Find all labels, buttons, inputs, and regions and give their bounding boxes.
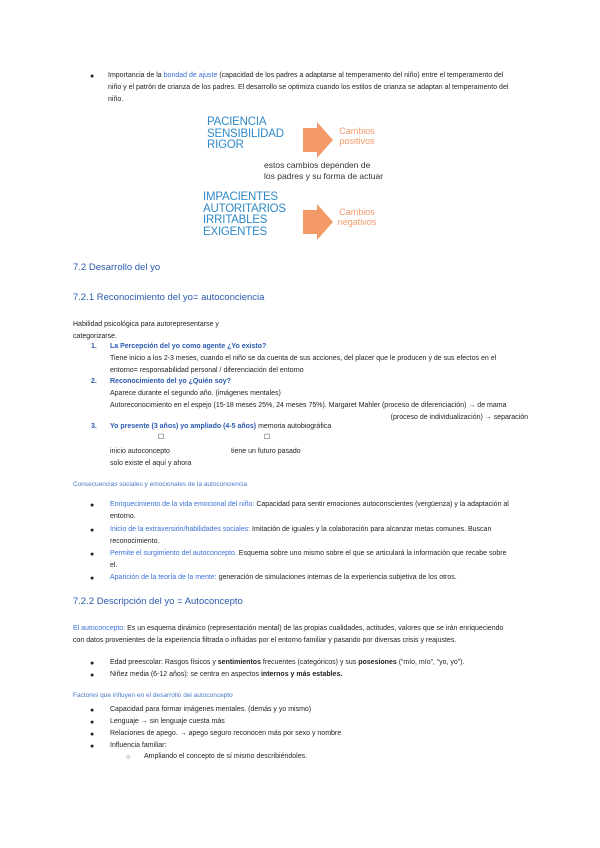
autoconcepto-definition: El autoconcepto: Es un esquema dinámico (representación mental) de las propias cualidades, actitudes, valores que se irán enriqueciendo con datos provenientes de la experiencia filtrada o influidas por el entorno familiar y pasando por diversas crisis y reajustes.	[73, 625, 504, 644]
intro-paragraph: Importancia de la bondad de ajuste (capacidad de los padres a adaptarse al temperamento del niño) entre el temperamento del niño y el patrón de crianza de los padres. El desarrollo se optimiza cuando los estilos de crianza se adaptan al temperamento del niño.	[108, 72, 509, 103]
list-item: Reconocimiento del yo ¿Quién soy? Aparece durante el segundo año. (imágenes mentales) Autoreconocimiento en el espejo (15-18 meses 25%, 24 meses 75%). Margaret Mahler (proceso de diferenciación) → de mama (proceso de individualización) → separación	[110, 378, 528, 421]
consecuencias-heading: Consecuencias sociales y emocionales de la autoconciencia	[73, 481, 248, 488]
bullet-dot: ●	[90, 719, 95, 726]
bullet-dot: ●	[90, 672, 95, 679]
list-item: Capacidad para formar imágenes mentales. (demás y yo mismo)	[110, 706, 312, 713]
figure-top-labels: PACIENCIA SENSIBILIDAD RIGOR	[207, 116, 284, 151]
item-title: Yo presente (3 años) yo ampliado (4-5 años)	[110, 423, 257, 430]
list-item: Niñez media (6-12 años): se centra en aspectos internos y más estables.	[110, 671, 343, 678]
list-item: Influencia familiar:	[110, 742, 167, 749]
figure-bottom-labels: IMPACIENTES AUTORITARIOS IRRITABLES EXIGENTES	[203, 191, 286, 238]
bondad-de-ajuste-term: bondad de ajuste	[163, 72, 218, 79]
list-item: Edad preescolar: Rasgos físicos y sentimientos frecuentes (categóricos) y sus posesiones (“mío, mío”, “yo, yo”).	[110, 659, 465, 666]
bullet-dot: ●	[90, 527, 95, 534]
bullet-dot: ●	[90, 575, 95, 582]
section-7-2-1-intro: Habilidad psicológica para autorepresentarse y categorizarse.	[73, 321, 219, 340]
bullet-dot: ●	[90, 73, 95, 80]
bullet-dot: ●	[90, 551, 95, 558]
list-item: Lenguaje → sin lenguaje cuesta más	[110, 718, 225, 725]
temperament-figure	[200, 112, 400, 247]
list-item: Inicio de la extraversión/habilidades sociales: Imitación de iguales y la colaboración para alcanzar metas comunes. Buscan reconocimiento.	[110, 526, 492, 545]
bullet-dot: ●	[90, 707, 95, 714]
list-item: La Percepción del yo como agente ¿Yo existo? Tiene inicio a los 2-3 meses, cuando el niño se da cuenta de sus acciones, del placer que le producen y de sus efectos en el entorno= responsabilidad personal / diferenciación del entorno	[110, 341, 540, 377]
item-title: La Percepción del yo como agente ¿Yo existo?	[110, 343, 267, 350]
list-item: Permite el surgimiento del autoconcepto. Esquema sobre uno mismo sobre el que se articulará la información que recabe sobre el.	[110, 550, 507, 569]
item-number: 1.	[91, 343, 97, 350]
right-column: tiene un futuro pasado	[231, 448, 301, 455]
negative-arrow-icon	[303, 204, 335, 240]
item-title: Reconocimiento del yo ¿Quién soy?	[110, 378, 231, 385]
list-item: Enriquecimiento de la vida emocional del niño: Capacidad para sentir emociones autoconscientes (vergüenza) y la adaptación al entorno.	[110, 501, 509, 520]
list-item: Yo presente (3 años) yo ampliado (4-5 años) memoria autobiográfica	[110, 423, 332, 430]
item-number: 2.	[91, 378, 97, 385]
section-7-2-2-title: 7.2.2 Descripción del yo = Autoconcepto	[73, 596, 243, 607]
bullet-dot: ●	[90, 660, 95, 667]
factores-heading: Factores que influyen en el desarrollo del autoconcepto	[73, 692, 233, 699]
section-7-2-1-title: 7.2.1 Reconocimiento del yo= autoconciencia	[73, 292, 265, 303]
hollow-bullet-icon: ○	[126, 754, 131, 761]
figure-note: estos cambios dependen de los padres y su forma de actuar	[264, 160, 384, 181]
sub-list-item: Ampliando el concepto de sí mismo describiéndoles.	[144, 753, 308, 760]
negative-result: Cambios negativos	[337, 207, 377, 227]
left-column: inicio autoconcepto solo existe el aquí y ahora	[110, 448, 192, 467]
checkbox-icon: ☐	[264, 434, 271, 441]
section-7-2-title: 7.2 Desarrollo del yo	[73, 262, 161, 273]
bullet-dot: ●	[90, 502, 95, 509]
bullet-dot: ●	[90, 731, 95, 738]
checkbox-icon: ☐	[158, 434, 165, 441]
item-number: 3.	[91, 423, 97, 430]
list-item: Aparición de la teoría de la mente: generación de simulaciones internas de la experiencia subjetiva de los otros.	[110, 574, 457, 581]
bullet-dot: ●	[90, 743, 95, 750]
positive-result: Cambios positivos	[339, 126, 375, 146]
list-item: Relaciones de apego. → apego seguro reconocen más por sexo y nombre	[110, 730, 342, 737]
